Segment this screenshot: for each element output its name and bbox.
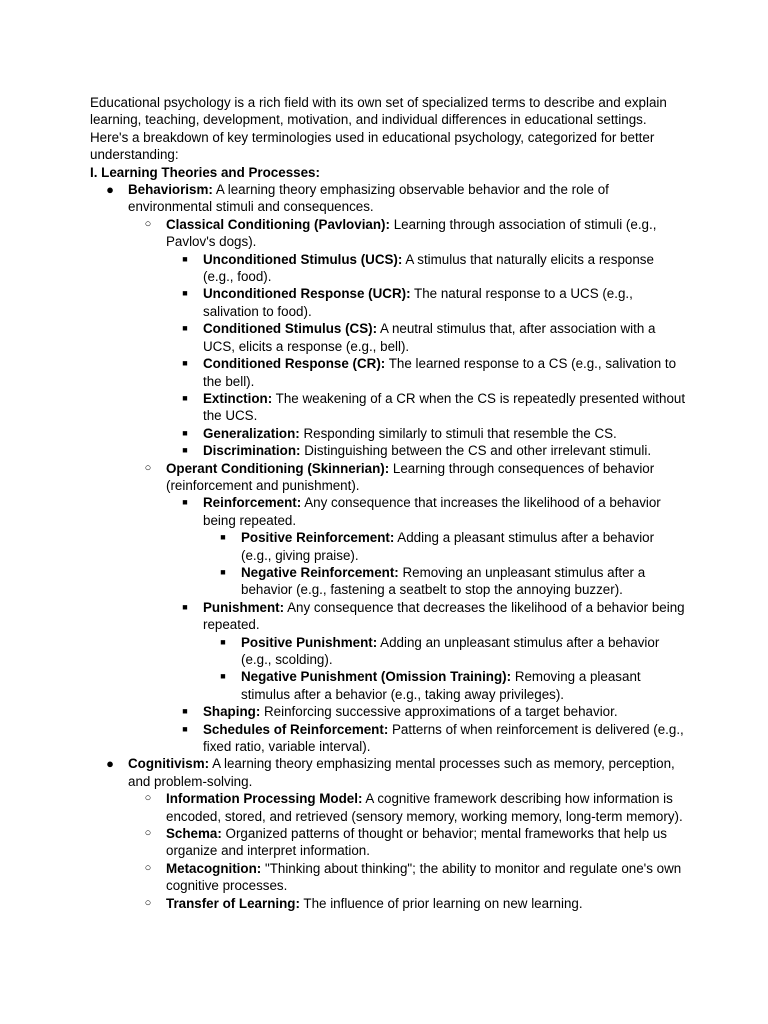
list-item [90, 895, 686, 912]
bullet-square-icon: ■ [220, 532, 226, 543]
bullet-square-icon: ■ [182, 601, 188, 612]
item-description: Removing an unpleasant stimulus after a behavior (e.g., fastening a seatbelt to stop the annoying buzzer). [241, 564, 646, 598]
list-item [90, 668, 686, 703]
bullet-square-icon: ■ [182, 427, 188, 438]
intro-paragraph: Educational psychology is a rich field with its own set of specialized terms to describe and explain learning, teaching, development, motivation, and individual differences in educational settings. Here's a breakdown of key terminologies used in educational psychology, categorized for better understanding: [90, 95, 667, 163]
item-term: Metacognition: [166, 860, 262, 876]
list-item [90, 599, 686, 634]
item-term: Discrimination: [203, 443, 301, 459]
item-description: The weakening of a CR when the CS is repeatedly presented without the UCS. [203, 390, 686, 424]
list-item [90, 251, 686, 286]
item-description: The natural response to a UCS (e.g., salivation to food). [203, 286, 633, 319]
item-term: Operant Conditioning (Skinnerian): [166, 460, 390, 476]
item-term: Extinction: [203, 390, 273, 406]
bullet-square-icon: ■ [182, 706, 188, 717]
list-item [90, 790, 686, 825]
item-description: Any consequence that increases the likelihood of a behavior being repeated. [203, 495, 661, 528]
item-term: Unconditioned Stimulus (UCS): [203, 251, 403, 267]
item-term: Positive Reinforcement: [241, 530, 395, 546]
bullet-circle-icon: ○ [144, 861, 152, 874]
list-item [90, 494, 686, 529]
item-term: Negative Reinforcement: [241, 564, 399, 580]
item-description: A neutral stimulus that, after association with a UCS, elicits a response (e.g., bell). [203, 321, 656, 354]
item-term: Unconditioned Response (UCR): [203, 286, 411, 302]
item-term: Cognitivism: [128, 756, 210, 772]
item-description: Reinforcing successive approximations of a target behavior. [260, 704, 618, 720]
list-item [90, 634, 686, 669]
list-item [90, 703, 686, 720]
item-term: Positive Punishment: [241, 634, 378, 650]
list-item [90, 860, 686, 895]
list-item [90, 721, 686, 756]
bullet-square-icon: ■ [182, 323, 188, 334]
term-list [90, 181, 686, 912]
item-description: A cognitive framework describing how information is encoded, stored, and retrieved (sensory memory, working memory, long-term memory). [166, 791, 683, 824]
list-item [90, 355, 686, 390]
item-description: Responding similarly to stimuli that resemble the CS. [299, 425, 617, 441]
bullet-square-icon: ■ [182, 288, 188, 299]
list-item [90, 529, 686, 564]
list-item [90, 285, 686, 320]
bullet-square-icon: ■ [182, 358, 188, 369]
bullet-square-icon: ■ [182, 445, 188, 456]
list-item [90, 755, 686, 790]
item-term: Schema: [166, 826, 222, 842]
item-term: Conditioned Stimulus (CS): [203, 321, 378, 337]
item-description: The influence of prior learning on new learning. [299, 895, 583, 911]
item-term: Information Processing Model: [166, 791, 363, 807]
bullet-square-icon: ■ [182, 723, 188, 734]
item-description: Adding an unpleasant stimulus after a behavior (e.g., scolding). [241, 634, 660, 667]
bullet-square-icon: ■ [220, 671, 226, 682]
document-page [90, 94, 686, 912]
item-term: Shaping: [203, 704, 261, 720]
item-description: Adding a pleasant stimulus after a behavior (e.g., giving praise). [241, 530, 655, 563]
bullet-square-icon: ■ [182, 392, 188, 403]
list-item [90, 825, 686, 860]
item-term: Punishment: [203, 599, 285, 615]
bullet-circle-icon: ○ [144, 827, 152, 840]
bullet-circle-icon: ○ [144, 896, 152, 909]
item-term: Transfer of Learning: [166, 895, 300, 911]
item-term: Conditioned Response (CR): [203, 356, 386, 372]
item-term: Behaviorism: [128, 182, 213, 198]
bullet-circle-icon: ○ [144, 461, 152, 474]
item-description: "Thinking about thinking"; the ability to monitor and regulate one's own cognitive processes. [166, 860, 682, 894]
list-item [90, 425, 686, 442]
bullet-square-icon: ■ [182, 253, 188, 264]
list-item [90, 564, 686, 599]
item-description: The learned response to a CS (e.g., salivation to the bell). [203, 356, 677, 389]
item-term: Classical Conditioning (Pavlovian): [166, 216, 390, 232]
list-item [90, 442, 686, 459]
list-item [90, 390, 686, 425]
bullet-square-icon: ■ [220, 566, 226, 577]
bullet-square-icon: ■ [182, 497, 188, 508]
section-heading: I. Learning Theories and Processes: [90, 164, 320, 180]
item-term: Generalization: [203, 425, 300, 441]
item-description: Distinguishing between the CS and other irrelevant stimuli. [300, 443, 652, 459]
item-description: Learning through consequences of behavior (reinforcement and punishment). [166, 460, 655, 493]
item-description: Any consequence that decreases the likelihood of a behavior being repeated. [203, 599, 685, 633]
list-item [90, 460, 686, 495]
item-description: Patterns of when reinforcement is delivered (e.g., fixed ratio, variable interval). [203, 721, 684, 755]
item-description: Removing a pleasant stimulus after a behavior (e.g., taking away privileges). [241, 669, 641, 702]
item-term: Negative Punishment (Omission Training): [241, 669, 512, 685]
item-description: Organized patterns of thought or behavior; mental frameworks that help us organize and interpret information. [166, 826, 667, 859]
item-description: A learning theory emphasizing mental processes such as memory, perception, and problem-solving. [128, 756, 675, 789]
item-description: A learning theory emphasizing observable behavior and the role of environmental stimuli and consequences. [128, 182, 609, 215]
list-item [90, 216, 686, 251]
bullet-square-icon: ■ [220, 636, 226, 647]
bullet-circle-icon: ○ [144, 217, 152, 230]
item-term: Reinforcement: [203, 495, 302, 511]
item-term: Schedules of Reinforcement: [203, 721, 389, 737]
item-description: Learning through association of stimuli (e.g., Pavlov's dogs). [166, 216, 657, 250]
bullet-disc-icon: ● [106, 756, 114, 772]
item-description: A stimulus that naturally elicits a response (e.g., food). [203, 251, 654, 285]
bullet-circle-icon: ○ [144, 792, 152, 805]
list-item [90, 181, 686, 216]
bullet-disc-icon: ● [106, 182, 114, 198]
list-item [90, 320, 686, 355]
